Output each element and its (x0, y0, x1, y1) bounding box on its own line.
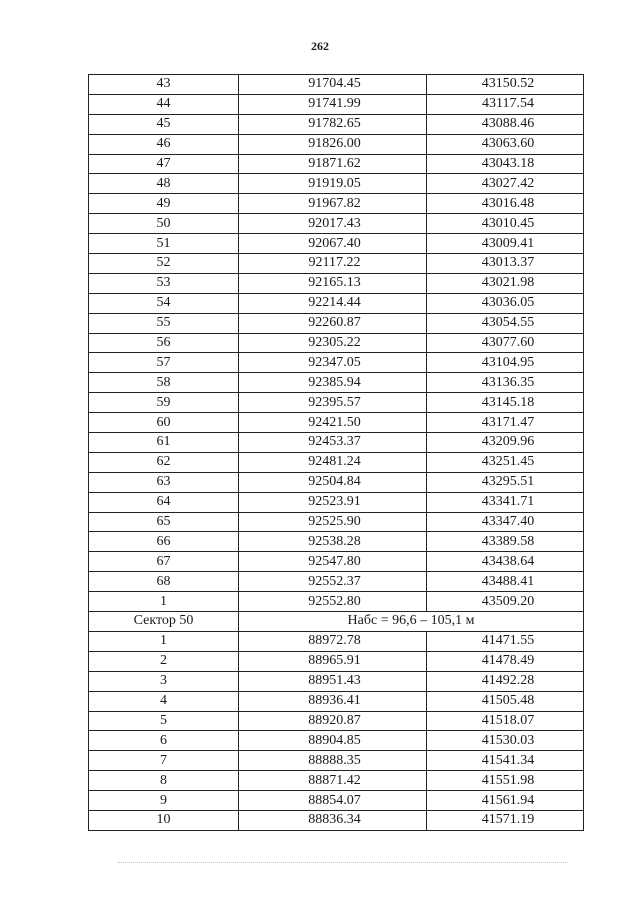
point-number-cell: 67 (89, 552, 239, 572)
table-row (89, 373, 584, 393)
x-coordinate-cell: 91782.65 (239, 114, 427, 134)
y-coordinate-cell: 41471.55 (427, 631, 584, 651)
x-coordinate-cell: 88972.78 (239, 631, 427, 651)
x-coordinate-cell: 92538.28 (239, 532, 427, 552)
x-coordinate-cell: 88951.43 (239, 671, 427, 691)
point-number-cell: 46 (89, 134, 239, 154)
point-number-cell: 59 (89, 393, 239, 413)
point-number-cell: 4 (89, 691, 239, 711)
sector-header-row (89, 612, 584, 632)
x-coordinate-cell: 88904.85 (239, 731, 427, 751)
y-coordinate-cell: 43010.45 (427, 214, 584, 234)
table-row (89, 393, 584, 413)
table-row (89, 293, 584, 313)
table-row (89, 94, 584, 114)
x-coordinate-cell: 92523.91 (239, 492, 427, 512)
table-row (89, 433, 584, 453)
y-coordinate-cell: 41478.49 (427, 651, 584, 671)
y-coordinate-cell: 41541.34 (427, 751, 584, 771)
table-row (89, 572, 584, 592)
table-row (89, 810, 584, 830)
sector-label: Сектор 50 (89, 612, 239, 632)
table-row (89, 413, 584, 433)
y-coordinate-cell: 43341.71 (427, 492, 584, 512)
table-row (89, 532, 584, 552)
point-number-cell: 48 (89, 174, 239, 194)
point-number-cell: 50 (89, 214, 239, 234)
table-row (89, 194, 584, 214)
table-row (89, 75, 584, 95)
x-coordinate-cell: 88936.41 (239, 691, 427, 711)
x-coordinate-cell: 91704.45 (239, 75, 427, 95)
point-number-cell: 63 (89, 472, 239, 492)
y-coordinate-cell: 43013.37 (427, 254, 584, 274)
y-coordinate-cell: 41561.94 (427, 791, 584, 811)
y-coordinate-cell: 43150.52 (427, 75, 584, 95)
x-coordinate-cell: 92017.43 (239, 214, 427, 234)
scan-artifact-line (118, 862, 568, 863)
y-coordinate-cell: 41551.98 (427, 771, 584, 791)
x-coordinate-cell: 92385.94 (239, 373, 427, 393)
y-coordinate-cell: 43209.96 (427, 433, 584, 453)
point-number-cell: 2 (89, 651, 239, 671)
table-row (89, 711, 584, 731)
table-row (89, 452, 584, 472)
table-row (89, 174, 584, 194)
table-row (89, 552, 584, 572)
y-coordinate-cell: 43295.51 (427, 472, 584, 492)
point-number-cell: 52 (89, 254, 239, 274)
table-row (89, 273, 584, 293)
x-coordinate-cell: 88965.91 (239, 651, 427, 671)
x-coordinate-cell: 88871.42 (239, 771, 427, 791)
y-coordinate-cell: 43145.18 (427, 393, 584, 413)
x-coordinate-cell: 92214.44 (239, 293, 427, 313)
table-row (89, 254, 584, 274)
x-coordinate-cell: 92547.80 (239, 552, 427, 572)
y-coordinate-cell: 43488.41 (427, 572, 584, 592)
y-coordinate-cell: 43063.60 (427, 134, 584, 154)
table-row (89, 134, 584, 154)
point-number-cell: 58 (89, 373, 239, 393)
sector-header (89, 612, 584, 632)
x-coordinate-cell: 92453.37 (239, 433, 427, 453)
y-coordinate-cell: 43043.18 (427, 154, 584, 174)
x-coordinate-cell: 91741.99 (239, 94, 427, 114)
x-coordinate-cell: 92117.22 (239, 254, 427, 274)
point-number-cell: 8 (89, 771, 239, 791)
y-coordinate-cell: 41518.07 (427, 711, 584, 731)
table-row (89, 333, 584, 353)
table-row (89, 472, 584, 492)
x-coordinate-cell: 88920.87 (239, 711, 427, 731)
point-number-cell: 43 (89, 75, 239, 95)
x-coordinate-cell: 92165.13 (239, 273, 427, 293)
table-row (89, 771, 584, 791)
point-number-cell: 56 (89, 333, 239, 353)
coordinates-table-body-lower (89, 631, 584, 830)
x-coordinate-cell: 92504.84 (239, 472, 427, 492)
point-number-cell: 60 (89, 413, 239, 433)
x-coordinate-cell: 92347.05 (239, 353, 427, 373)
x-coordinate-cell: 91871.62 (239, 154, 427, 174)
x-coordinate-cell: 88854.07 (239, 791, 427, 811)
table-row (89, 353, 584, 373)
point-number-cell: 53 (89, 273, 239, 293)
point-number-cell: 54 (89, 293, 239, 313)
point-number-cell: 1 (89, 592, 239, 612)
x-coordinate-cell: 91826.00 (239, 134, 427, 154)
point-number-cell: 45 (89, 114, 239, 134)
table-row (89, 751, 584, 771)
table-row (89, 214, 584, 234)
table-row (89, 592, 584, 612)
y-coordinate-cell: 43509.20 (427, 592, 584, 612)
point-number-cell: 6 (89, 731, 239, 751)
coordinates-table-body-upper (89, 75, 584, 612)
page-number: 262 (311, 39, 329, 53)
y-coordinate-cell: 43171.47 (427, 413, 584, 433)
x-coordinate-cell: 92260.87 (239, 313, 427, 333)
y-coordinate-cell: 43117.54 (427, 94, 584, 114)
x-coordinate-cell: 92305.22 (239, 333, 427, 353)
point-number-cell: 3 (89, 671, 239, 691)
x-coordinate-cell: 92525.90 (239, 512, 427, 532)
sector-height-range: Набс = 96,6 – 105,1 м (239, 612, 584, 632)
y-coordinate-cell: 41530.03 (427, 731, 584, 751)
point-number-cell: 68 (89, 572, 239, 592)
y-coordinate-cell: 43077.60 (427, 333, 584, 353)
point-number-cell: 66 (89, 532, 239, 552)
y-coordinate-cell: 43054.55 (427, 313, 584, 333)
table-row (89, 631, 584, 651)
y-coordinate-cell: 43389.58 (427, 532, 584, 552)
table-row (89, 114, 584, 134)
x-coordinate-cell: 88836.34 (239, 810, 427, 830)
point-number-cell: 55 (89, 313, 239, 333)
x-coordinate-cell: 92067.40 (239, 234, 427, 254)
point-number-cell: 64 (89, 492, 239, 512)
x-coordinate-cell: 92552.80 (239, 592, 427, 612)
y-coordinate-cell: 41571.19 (427, 810, 584, 830)
point-number-cell: 65 (89, 512, 239, 532)
point-number-cell: 62 (89, 452, 239, 472)
y-coordinate-cell: 43016.48 (427, 194, 584, 214)
y-coordinate-cell: 43036.05 (427, 293, 584, 313)
table-row (89, 651, 584, 671)
point-number-cell: 7 (89, 751, 239, 771)
table-row (89, 731, 584, 751)
y-coordinate-cell: 43347.40 (427, 512, 584, 532)
y-coordinate-cell: 43104.95 (427, 353, 584, 373)
point-number-cell: 10 (89, 810, 239, 830)
table-row (89, 791, 584, 811)
y-coordinate-cell: 43009.41 (427, 234, 584, 254)
x-coordinate-cell: 92421.50 (239, 413, 427, 433)
x-coordinate-cell: 91919.05 (239, 174, 427, 194)
y-coordinate-cell: 43021.98 (427, 273, 584, 293)
table-row (89, 691, 584, 711)
table-row (89, 492, 584, 512)
y-coordinate-cell: 43251.45 (427, 452, 584, 472)
point-number-cell: 61 (89, 433, 239, 453)
table-row (89, 313, 584, 333)
table-row (89, 234, 584, 254)
x-coordinate-cell: 92481.24 (239, 452, 427, 472)
y-coordinate-cell: 43027.42 (427, 174, 584, 194)
point-number-cell: 44 (89, 94, 239, 114)
y-coordinate-cell: 41505.48 (427, 691, 584, 711)
table-row (89, 671, 584, 691)
y-coordinate-cell: 41492.28 (427, 671, 584, 691)
point-number-cell: 47 (89, 154, 239, 174)
point-number-cell: 57 (89, 353, 239, 373)
x-coordinate-cell: 92395.57 (239, 393, 427, 413)
point-number-cell: 1 (89, 631, 239, 651)
point-number-cell: 5 (89, 711, 239, 731)
x-coordinate-cell: 88888.35 (239, 751, 427, 771)
y-coordinate-cell: 43438.64 (427, 552, 584, 572)
y-coordinate-cell: 43088.46 (427, 114, 584, 134)
point-number-cell: 49 (89, 194, 239, 214)
x-coordinate-cell: 92552.37 (239, 572, 427, 592)
y-coordinate-cell: 43136.35 (427, 373, 584, 393)
point-number-cell: 9 (89, 791, 239, 811)
coordinates-table (88, 74, 584, 831)
table-row (89, 154, 584, 174)
table-row (89, 512, 584, 532)
point-number-cell: 51 (89, 234, 239, 254)
x-coordinate-cell: 91967.82 (239, 194, 427, 214)
